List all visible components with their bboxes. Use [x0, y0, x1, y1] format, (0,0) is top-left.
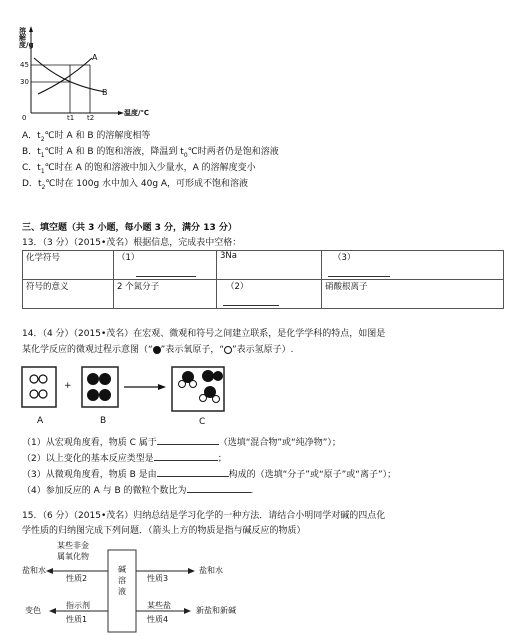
label-b: B: [100, 416, 107, 426]
table-cell: 3Na: [217, 251, 322, 280]
graph-origin: 0: [22, 114, 27, 122]
label-c: C: [199, 417, 206, 427]
result-new-salt-new-base: 新盐和新碱: [196, 606, 236, 615]
q14-subq-4: （4）参加反应的 A 与 B 的微粒个数比为 .: [22, 483, 253, 497]
answer-blank[interactable]: [136, 276, 196, 277]
property-4-label: 性质4: [147, 615, 169, 624]
graph-ytick-45: 45: [20, 61, 29, 69]
reagent-nonmetal-oxide-line1: 某些非金: [57, 541, 89, 550]
reagent-nonmetal-oxide-line2: 属氧化物: [57, 552, 89, 561]
table-cell: 2 个氮分子: [114, 280, 217, 309]
table-cell: （3）: [322, 251, 504, 280]
option-a: A．$t_2℃$时 A 和 B 的溶解度相等: [22, 131, 151, 143]
reagent-some-salts: 某些盐: [147, 601, 171, 610]
q14-stem-line2: 某化学反应的微观过程示意图（“ ”表示氧原子，“ ”表示氢原子）.: [22, 345, 294, 355]
q15-stem-line2: 学性质的归纳图完成下列问题．（箭头上方的物质是指与碱反应的物质）: [22, 526, 306, 536]
oxygen-atom-icon: [153, 346, 161, 354]
property-2-label: 性质2: [66, 574, 88, 583]
reagent-indicator: 指示剂: [66, 601, 90, 610]
reaction-diagram: [20, 364, 240, 414]
table-cell: 硝酸根离子: [322, 280, 504, 309]
label-a: A: [37, 416, 44, 426]
center-box-label: 碱溶液: [118, 565, 126, 596]
hydrogen-atom-icon: [224, 346, 232, 354]
table-row: [23, 280, 504, 309]
result-salt-water-right: 盐和水: [199, 566, 223, 575]
answer-blank[interactable]: [187, 483, 251, 493]
table-cell: 化学符号: [23, 251, 114, 280]
option-c: C．$t_1℃$时在 A 的饱和溶液中加入少量水，A 的溶解度变小: [22, 163, 256, 175]
option-d: D．$t_2℃$时在 100g 水中加入 40g A，可形成不饱和溶液: [22, 179, 249, 191]
q14-stem-line1: 14．（4 分）（2015•茂名）在宏观、微观和符号之间建立联系，是化学学科的特点，如图是: [22, 329, 386, 339]
option-b: B．$t_1℃$时 A 和 B 的饱和溶液，降温到 $t_0℃$时两者仍是饱和溶液: [22, 147, 279, 159]
table-cell: （1）: [114, 251, 217, 280]
property-3-label: 性质3: [147, 574, 169, 583]
q14-subq-3: （3）从微观角度看，物质 B 是由 构成的（选填“分子”或“原子”或“离子”）；: [22, 467, 396, 481]
curve-a-label: A: [92, 53, 98, 62]
answer-blank[interactable]: [223, 305, 279, 306]
q14-subq-1: （1）从宏观角度看，物质 C 属于 （选填“混合物”或“纯净物”）；: [22, 435, 341, 449]
q13-table: [22, 250, 504, 309]
curve-b-label: B: [102, 88, 108, 97]
plus-sign: +: [64, 381, 72, 391]
answer-blank[interactable]: [328, 276, 390, 277]
answer-blank[interactable]: [157, 435, 219, 445]
answer-blank[interactable]: [154, 451, 218, 461]
table-row: [23, 251, 504, 280]
table-cell: （2）: [217, 280, 322, 309]
result-salt-water-left: 盐和水: [22, 566, 46, 575]
q14-subq-2: （2）以上变化的基本反应类型是 ；: [22, 451, 227, 465]
graph-xtick-t1: t1: [67, 114, 75, 122]
graph-ytick-30: 30: [20, 78, 29, 86]
graph-xtick-t2: t2: [87, 114, 95, 122]
graph-ylabel: 溶解度/g: [19, 27, 34, 49]
q13-stem: 13．（3 分）（2015•茂名）根据信息，完成表中空格：: [22, 238, 242, 248]
graph-xlabel: 温度/℃: [124, 109, 150, 117]
q15-stem-line1: 15．（6 分）（2015•茂名）归纳总结是学习化学的一种方法．请结合小明同学对碱的四点化: [22, 511, 386, 521]
result-color-change: 变色: [25, 606, 41, 615]
property-1-label: 性质1: [66, 615, 88, 624]
section-heading: 三、填空题（共 3 小题，每小题 3 分，满分 13 分）: [22, 223, 237, 233]
answer-blank[interactable]: [157, 467, 229, 477]
table-cell: 符号的意义: [23, 280, 114, 309]
